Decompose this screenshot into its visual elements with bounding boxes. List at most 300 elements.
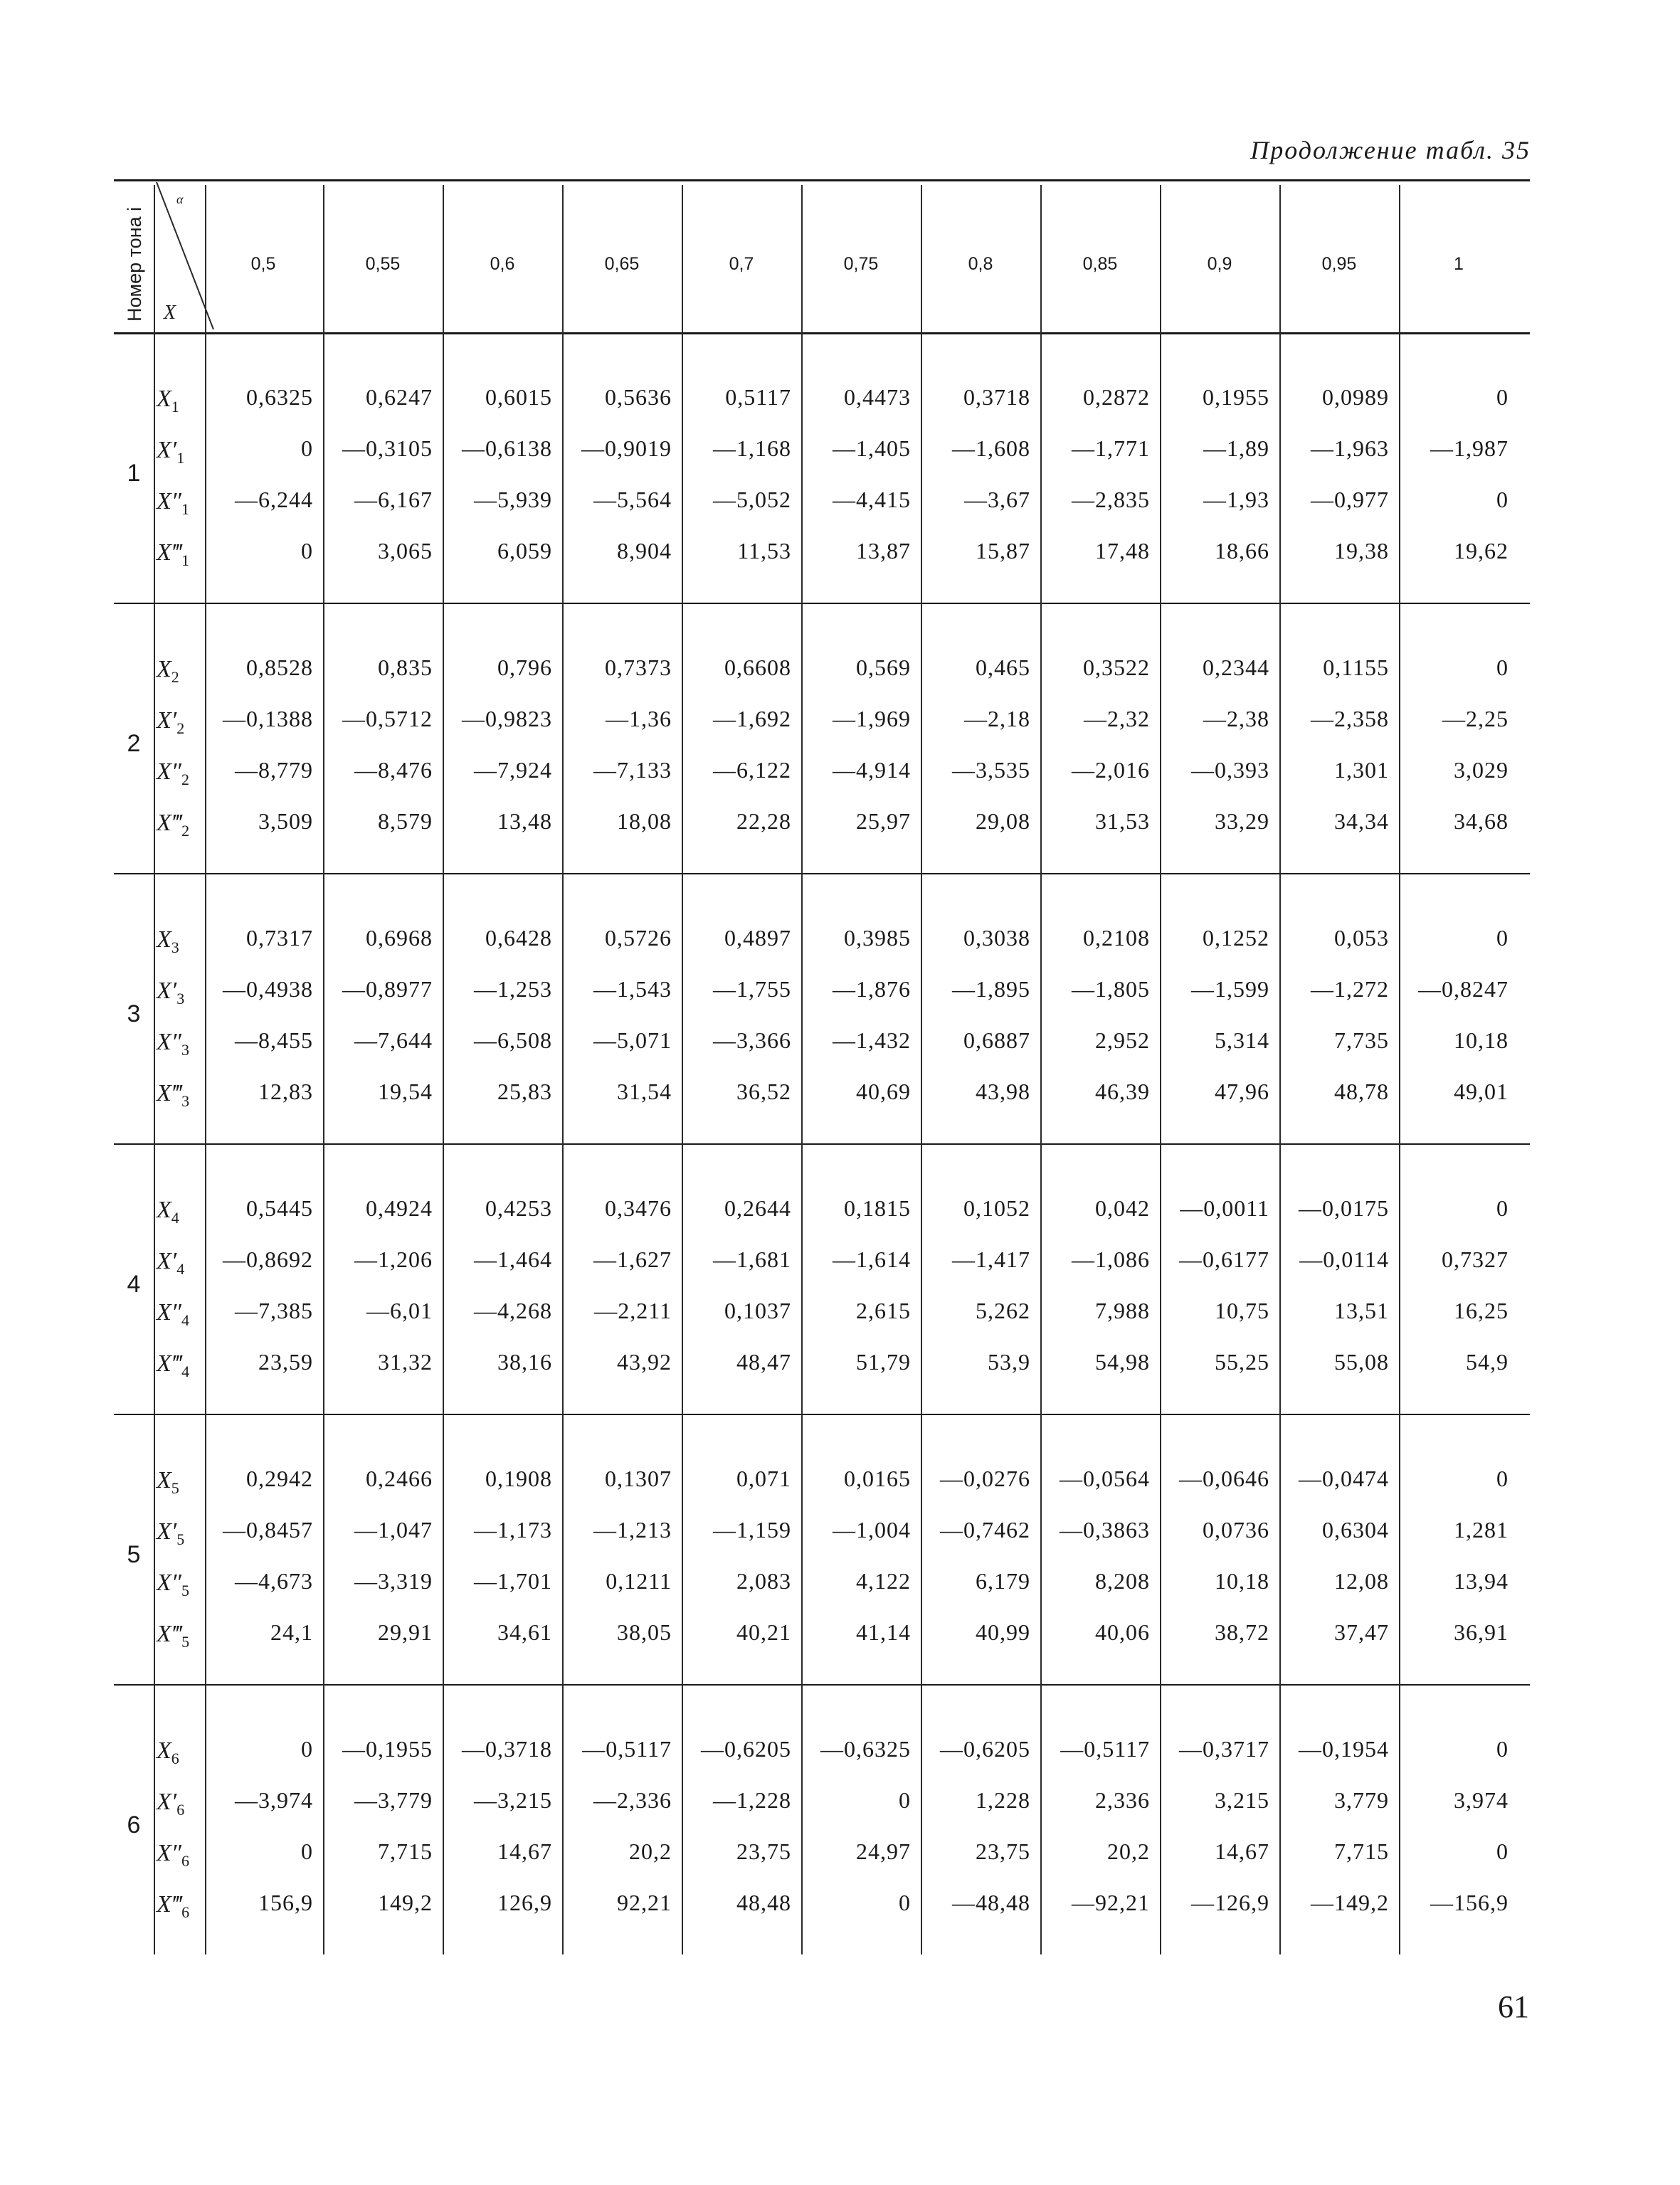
variable-subscript: 5 bbox=[171, 1479, 179, 1497]
variable-symbol: X bbox=[157, 1029, 171, 1055]
tone-number: 4 bbox=[127, 1271, 141, 1298]
table-cell: —7,385 bbox=[235, 1298, 313, 1323]
table-cell: —1,895 bbox=[952, 976, 1030, 1002]
table-cell: —1,272 bbox=[1311, 976, 1389, 1002]
variable-label bbox=[157, 1789, 199, 1819]
table-cell: —0,6177 bbox=[1179, 1247, 1269, 1272]
table-cell: 0,4924 bbox=[366, 1195, 433, 1221]
table-cell: —0,5117 bbox=[582, 1736, 672, 1762]
table-cell: 7,735 bbox=[1334, 1027, 1389, 1053]
table-cell: —6,01 bbox=[366, 1298, 433, 1323]
alpha-column-header: 0,65 bbox=[604, 254, 640, 274]
variable-symbol: X bbox=[157, 1789, 171, 1815]
variable-primes: ′ bbox=[171, 1518, 177, 1545]
table-cell: 5,262 bbox=[976, 1298, 1030, 1323]
table-cell: —0,3717 bbox=[1179, 1736, 1269, 1762]
table-cell: 19,62 bbox=[1454, 538, 1509, 564]
table-cell: 13,87 bbox=[856, 538, 911, 564]
table-cell: —0,3863 bbox=[1060, 1517, 1150, 1543]
table-cell: —126,9 bbox=[1191, 1890, 1269, 1915]
variable-subscript: 4 bbox=[171, 1209, 179, 1227]
table-cell: 34,34 bbox=[1334, 808, 1389, 834]
table-cell: 8,579 bbox=[378, 808, 433, 834]
table-cell: 0,3038 bbox=[963, 925, 1030, 951]
variable-label bbox=[157, 1029, 199, 1059]
table-cell: —1,93 bbox=[1203, 487, 1269, 512]
table-cell: 51,79 bbox=[856, 1349, 911, 1375]
page-number: 61 bbox=[1498, 1989, 1529, 2024]
table-cell: 47,96 bbox=[1215, 1079, 1269, 1104]
table-cell: 7,715 bbox=[1334, 1839, 1389, 1864]
table-cell: 149,2 bbox=[378, 1890, 433, 1915]
table-cell: —92,21 bbox=[1072, 1890, 1150, 1915]
table-cell: 38,05 bbox=[617, 1619, 672, 1645]
variable-label bbox=[157, 1891, 199, 1922]
alpha-header-symbol: α bbox=[176, 192, 184, 206]
variable-primes: ′ bbox=[171, 1789, 177, 1815]
table-cell: 0,1052 bbox=[963, 1195, 1030, 1221]
table-cell: —2,016 bbox=[1072, 757, 1150, 783]
table-cell: —1,213 bbox=[593, 1517, 672, 1543]
table-cell: 0,1955 bbox=[1203, 384, 1269, 410]
table-cell: 1,301 bbox=[1334, 757, 1389, 783]
table-cell: —0,1388 bbox=[223, 706, 313, 731]
table-cell: 0,6304 bbox=[1322, 1517, 1389, 1543]
table-cell: 14,67 bbox=[497, 1839, 552, 1864]
table-cell: 2,083 bbox=[736, 1568, 791, 1594]
variable-symbol: X bbox=[157, 1621, 171, 1647]
table-cell: 0,1155 bbox=[1323, 655, 1389, 680]
variable-symbol: X bbox=[157, 1080, 171, 1106]
variable-symbol: X bbox=[157, 1467, 171, 1493]
table-cell: —0,8692 bbox=[223, 1247, 313, 1272]
table-cell: 31,53 bbox=[1095, 808, 1150, 834]
variable-symbol: X bbox=[157, 758, 171, 785]
table-cell: 0,835 bbox=[378, 655, 433, 680]
table-cell: 0 bbox=[1496, 1466, 1509, 1491]
table-cell: 2,952 bbox=[1095, 1027, 1150, 1053]
table-cell: —2,18 bbox=[964, 706, 1030, 731]
table-cell: —1,173 bbox=[474, 1517, 552, 1543]
table-cell: —0,3105 bbox=[342, 435, 433, 461]
table-cell: 24,97 bbox=[856, 1839, 911, 1864]
table-cell: —6,167 bbox=[354, 487, 433, 512]
table-cell: 6,179 bbox=[976, 1568, 1030, 1594]
tone-number: 3 bbox=[127, 1000, 141, 1027]
table-cell: 12,08 bbox=[1334, 1568, 1389, 1594]
table-cell: 6,059 bbox=[497, 538, 552, 564]
table-cell: —2,32 bbox=[1084, 706, 1150, 731]
table-cell: 55,08 bbox=[1334, 1349, 1389, 1375]
tone-number: 2 bbox=[127, 730, 141, 757]
variable-primes: ″ bbox=[171, 1840, 181, 1866]
table-cell: 31,54 bbox=[617, 1079, 672, 1104]
table-cell: 15,87 bbox=[976, 538, 1030, 564]
variable-subscript: 6 bbox=[171, 1750, 179, 1767]
alpha-column-header: 0,75 bbox=[843, 254, 879, 274]
table-cell: 41,14 bbox=[856, 1619, 911, 1645]
variable-primes: ″ bbox=[171, 758, 181, 785]
table-cell: 0,1037 bbox=[724, 1298, 791, 1323]
table-cell: 0,071 bbox=[736, 1466, 791, 1491]
table-cell: 0,7327 bbox=[1442, 1247, 1509, 1272]
table-cell: 0,1815 bbox=[844, 1195, 911, 1221]
table-cell: 53,9 bbox=[988, 1349, 1030, 1375]
variable-primes: ′ bbox=[171, 707, 177, 734]
table-cell: 0,0989 bbox=[1322, 384, 1389, 410]
table-cell: —1,876 bbox=[833, 976, 911, 1002]
table-cell: —1,047 bbox=[354, 1517, 433, 1543]
variable-subscript: 2 bbox=[176, 719, 185, 737]
table-cell: 18,66 bbox=[1215, 538, 1269, 564]
variable-label bbox=[157, 539, 199, 570]
table-cell: —7,924 bbox=[474, 757, 552, 783]
table-cell: —1,805 bbox=[1072, 976, 1150, 1002]
table-cell: 20,2 bbox=[629, 1839, 672, 1864]
table-cell: —3,366 bbox=[713, 1027, 791, 1053]
table-cell: 8,208 bbox=[1095, 1568, 1150, 1594]
group-divider-rule bbox=[114, 1684, 1530, 1686]
table-cell: 38,72 bbox=[1215, 1619, 1269, 1645]
table-cell: 0,4253 bbox=[485, 1195, 552, 1221]
variable-subscript: 2 bbox=[181, 771, 189, 788]
table-cell: 126,9 bbox=[497, 1890, 552, 1915]
table-cell: —3,67 bbox=[964, 487, 1030, 512]
variable-primes: ″ bbox=[171, 1570, 181, 1596]
alpha-column-header: 1 bbox=[1454, 254, 1464, 274]
table-cell: 0,2344 bbox=[1203, 655, 1269, 680]
variable-subscript: 2 bbox=[171, 668, 179, 686]
variable-label bbox=[157, 707, 199, 738]
variable-symbol: X bbox=[157, 386, 171, 412]
variable-label bbox=[157, 1080, 199, 1111]
table-cell: —3,779 bbox=[354, 1787, 433, 1813]
table-cell: 10,18 bbox=[1454, 1027, 1509, 1053]
table-cell: 13,48 bbox=[497, 808, 552, 834]
table-cell: —149,2 bbox=[1311, 1890, 1389, 1915]
table-cell: 46,39 bbox=[1095, 1079, 1150, 1104]
variable-subscript: 4 bbox=[181, 1311, 189, 1329]
variable-symbol: X bbox=[157, 978, 171, 1004]
group-divider-rule bbox=[114, 603, 1530, 604]
table-cell: 0 bbox=[1496, 487, 1509, 512]
table-cell: 0 bbox=[1496, 1736, 1509, 1762]
variable-label bbox=[157, 1621, 199, 1651]
variable-subscript: 6 bbox=[176, 1801, 185, 1819]
table-cell: 0,0165 bbox=[844, 1466, 911, 1491]
table-cell: —0,5712 bbox=[342, 706, 433, 731]
table-continuation-caption: Продолжение табл. 35 bbox=[1250, 136, 1531, 164]
variable-label bbox=[157, 1570, 199, 1600]
group-divider-rule bbox=[114, 1143, 1530, 1145]
table-cell: —2,38 bbox=[1203, 706, 1269, 731]
variable-subscript: 5 bbox=[176, 1530, 185, 1548]
table-cell: —1,701 bbox=[474, 1568, 552, 1594]
variable-subscript: 6 bbox=[181, 1903, 190, 1921]
table-cell: 12,83 bbox=[258, 1079, 313, 1104]
alpha-column-header: 0,9 bbox=[1207, 254, 1232, 274]
table-cell: 0,5117 bbox=[725, 384, 791, 410]
table-cell: —0,9019 bbox=[581, 435, 672, 461]
table-cell: 29,08 bbox=[976, 808, 1030, 834]
table-cell: 0,3522 bbox=[1083, 655, 1150, 680]
table-cell: —6,508 bbox=[474, 1027, 552, 1053]
table-cell: —6,122 bbox=[713, 757, 791, 783]
table-cell: —0,0175 bbox=[1299, 1195, 1389, 1221]
variable-subscript: 1 bbox=[181, 500, 189, 518]
table-cell: —2,211 bbox=[594, 1298, 672, 1323]
variable-subscript: 6 bbox=[181, 1852, 189, 1870]
table-cell: 3,065 bbox=[378, 538, 433, 564]
table-cell: 2,336 bbox=[1095, 1787, 1150, 1813]
variable-primes: ′ bbox=[171, 978, 177, 1004]
table-cell: —0,8457 bbox=[223, 1517, 313, 1543]
table-cell: —1,168 bbox=[713, 435, 791, 461]
variable-label bbox=[157, 437, 199, 467]
table-cell: 0,465 bbox=[976, 655, 1030, 680]
variable-subscript: 3 bbox=[176, 990, 185, 1007]
table-cell: 54,98 bbox=[1095, 1349, 1150, 1375]
table-cell: —1,608 bbox=[952, 435, 1030, 461]
table-cell: 0,1252 bbox=[1203, 925, 1269, 951]
table-cell: —3,215 bbox=[474, 1787, 552, 1813]
variable-symbol: X bbox=[157, 810, 171, 836]
table-cell: —0,4938 bbox=[223, 976, 313, 1002]
table-cell: 8,904 bbox=[617, 538, 672, 564]
variable-label bbox=[157, 1350, 199, 1381]
table-cell: —1,36 bbox=[606, 706, 672, 731]
x-header-symbol: X bbox=[164, 302, 176, 324]
variable-label bbox=[157, 1840, 199, 1871]
table-cell: 25,83 bbox=[497, 1079, 552, 1104]
group-divider-rule bbox=[114, 873, 1530, 874]
variable-primes: ‴ bbox=[171, 1621, 182, 1647]
table-cell: —1,627 bbox=[593, 1247, 672, 1272]
variable-symbol: X bbox=[157, 1350, 171, 1377]
table-cell: 20,2 bbox=[1107, 1839, 1150, 1864]
variable-primes: ″ bbox=[171, 1029, 181, 1055]
table-cell: 0,053 bbox=[1334, 925, 1389, 951]
table-cell: 22,28 bbox=[736, 808, 791, 834]
variable-label bbox=[157, 488, 199, 519]
variable-label bbox=[157, 758, 199, 789]
table-cell: —1,206 bbox=[354, 1247, 433, 1272]
table-cell: 23,75 bbox=[976, 1839, 1030, 1864]
table-cell: —1,599 bbox=[1191, 976, 1269, 1002]
table-cell: 40,21 bbox=[736, 1619, 791, 1645]
alpha-column-header: 0,55 bbox=[365, 254, 401, 274]
table-cell: 13,94 bbox=[1454, 1568, 1509, 1594]
variable-label bbox=[157, 656, 199, 687]
variable-primes: ‴ bbox=[171, 810, 182, 836]
table-cell: —1,755 bbox=[713, 976, 791, 1002]
variable-label bbox=[157, 1518, 199, 1549]
table-cell: 0,6608 bbox=[724, 655, 791, 680]
table-cell: —1,681 bbox=[713, 1247, 791, 1272]
table-cell: 48,48 bbox=[736, 1890, 791, 1915]
table-cell: —1,253 bbox=[474, 976, 552, 1002]
table-cell: 0 bbox=[301, 435, 313, 461]
table-cell: —0,6205 bbox=[701, 1736, 791, 1762]
table-cell: —0,9823 bbox=[462, 706, 552, 731]
variable-label bbox=[157, 386, 199, 416]
variable-subscript: 5 bbox=[181, 1582, 189, 1599]
table-cell: —8,455 bbox=[235, 1027, 313, 1053]
variable-symbol: X bbox=[157, 1570, 171, 1596]
table-cell: —1,228 bbox=[713, 1787, 791, 1813]
table-cell: 54,9 bbox=[1466, 1349, 1509, 1375]
table-cell: 48,78 bbox=[1334, 1079, 1389, 1104]
table-cell: 10,75 bbox=[1215, 1298, 1269, 1323]
table-cell: 29,91 bbox=[378, 1619, 433, 1645]
alpha-column-header: 0,85 bbox=[1082, 254, 1118, 274]
table-cell: 23,75 bbox=[736, 1839, 791, 1864]
variable-symbol: X bbox=[157, 926, 171, 953]
table-cell: —3,535 bbox=[952, 757, 1030, 783]
table-cell: —48,48 bbox=[952, 1890, 1030, 1915]
variable-symbol: X bbox=[157, 1840, 171, 1866]
table-cell: —4,914 bbox=[833, 757, 911, 783]
table-cell: —0,0276 bbox=[940, 1466, 1030, 1491]
table-cell: 23,59 bbox=[258, 1349, 313, 1375]
variable-subscript: 4 bbox=[176, 1260, 185, 1278]
table-cell: 0 bbox=[301, 538, 313, 564]
table-cell: 0,2108 bbox=[1083, 925, 1150, 951]
table-cell: 40,69 bbox=[856, 1079, 911, 1104]
table-cell: 3,509 bbox=[258, 808, 313, 834]
table-cell: 0 bbox=[1496, 1839, 1509, 1864]
table-cell: 40,99 bbox=[976, 1619, 1030, 1645]
variable-subscript: 1 bbox=[181, 551, 190, 569]
variable-symbol: X bbox=[157, 1737, 171, 1764]
table-cell: 0,042 bbox=[1095, 1195, 1150, 1221]
table-cell: —6,244 bbox=[235, 487, 313, 512]
table-cell: 13,51 bbox=[1334, 1298, 1389, 1323]
table-cell: —0,1955 bbox=[342, 1736, 433, 1762]
table-cell: 0 bbox=[1496, 1195, 1509, 1221]
table-cell: —7,644 bbox=[354, 1027, 433, 1053]
table-cell: 0,2872 bbox=[1083, 384, 1150, 410]
table-cell: —0,0011 bbox=[1180, 1195, 1269, 1221]
table-cell: —1,086 bbox=[1072, 1247, 1150, 1272]
table-cell: 0,5445 bbox=[246, 1195, 313, 1221]
table-cell: 0,1307 bbox=[605, 1466, 672, 1491]
variable-label bbox=[157, 1197, 199, 1227]
table-cell: 37,47 bbox=[1334, 1619, 1389, 1645]
alpha-column-header: 0,5 bbox=[250, 254, 276, 274]
table-cell: —5,071 bbox=[593, 1027, 672, 1053]
table-cell: 16,25 bbox=[1454, 1298, 1509, 1323]
variable-primes: ′ bbox=[171, 1248, 177, 1274]
table-cell: —4,673 bbox=[235, 1568, 313, 1594]
table-cell: —4,268 bbox=[474, 1298, 552, 1323]
table-cell: —0,3718 bbox=[462, 1736, 552, 1762]
table-cell: —5,939 bbox=[474, 487, 552, 512]
variable-subscript: 2 bbox=[181, 822, 190, 840]
table-cell: —0,5117 bbox=[1060, 1736, 1150, 1762]
table-cell: —1,771 bbox=[1072, 435, 1150, 461]
table-cell: 48,47 bbox=[736, 1349, 791, 1375]
table-cell: —0,0474 bbox=[1299, 1466, 1389, 1491]
table-cell: —0,6138 bbox=[462, 435, 552, 461]
table-cell: 55,25 bbox=[1215, 1349, 1269, 1375]
table-cell: —8,476 bbox=[354, 757, 433, 783]
table-cell: 34,61 bbox=[497, 1619, 552, 1645]
table-cell: —4,415 bbox=[833, 487, 911, 512]
header-bottom-rule bbox=[114, 332, 1530, 334]
table-cell: 31,32 bbox=[378, 1349, 433, 1375]
table-cell: 0,6428 bbox=[485, 925, 552, 951]
table-cell: 43,92 bbox=[617, 1349, 672, 1375]
alpha-column-header: 0,8 bbox=[968, 254, 993, 274]
table-cell: 3,974 bbox=[1454, 1787, 1509, 1813]
table-cell: 0,6887 bbox=[963, 1027, 1030, 1053]
table-cell: —1,464 bbox=[474, 1247, 552, 1272]
table-cell: 10,18 bbox=[1215, 1568, 1269, 1594]
table-cell: —1,963 bbox=[1311, 435, 1389, 461]
table-cell: —1,417 bbox=[952, 1247, 1030, 1272]
table-cell: —1,405 bbox=[833, 435, 911, 461]
table-cell: 34,68 bbox=[1454, 808, 1509, 834]
variable-label bbox=[157, 810, 199, 840]
table-cell: 36,52 bbox=[736, 1079, 791, 1104]
table-cell: 17,48 bbox=[1095, 538, 1150, 564]
table-cell: 0,3985 bbox=[844, 925, 911, 951]
table-cell: —5,564 bbox=[593, 487, 672, 512]
tone-number: 1 bbox=[127, 460, 141, 487]
table-cell: —1,432 bbox=[833, 1027, 911, 1053]
table-cell: 3,215 bbox=[1215, 1787, 1269, 1813]
variable-primes: ‴ bbox=[171, 1891, 182, 1917]
table-cell: 0 bbox=[1496, 384, 1509, 410]
variable-primes: ‴ bbox=[171, 539, 182, 566]
variable-symbol: X bbox=[157, 437, 171, 463]
table-cell: 33,29 bbox=[1215, 808, 1269, 834]
table-cell: 25,97 bbox=[856, 808, 911, 834]
tone-number: 6 bbox=[127, 1811, 141, 1839]
variable-subscript: 3 bbox=[171, 938, 179, 956]
alpha-column-header: 0,6 bbox=[490, 254, 515, 274]
table-cell: 7,988 bbox=[1095, 1298, 1150, 1323]
table-cell: —3,974 bbox=[235, 1787, 313, 1813]
table-cell: 0,569 bbox=[856, 655, 911, 680]
table-cell: —0,6325 bbox=[820, 1736, 911, 1762]
table-cell: 4,122 bbox=[856, 1568, 911, 1594]
table-cell: 5,314 bbox=[1215, 1027, 1269, 1053]
table-cell: —1,89 bbox=[1203, 435, 1269, 461]
table-cell: 0,1211 bbox=[606, 1568, 672, 1594]
table-cell: 0,6968 bbox=[366, 925, 433, 951]
table-cell: —0,1954 bbox=[1299, 1736, 1389, 1762]
table-cell: —2,358 bbox=[1311, 706, 1389, 731]
table-cell: 3,779 bbox=[1334, 1787, 1389, 1813]
variable-primes: ‴ bbox=[171, 1350, 182, 1377]
table-cell: 0,2644 bbox=[724, 1195, 791, 1221]
table-cell: —2,25 bbox=[1442, 706, 1509, 731]
table-cell: 0,4897 bbox=[724, 925, 791, 951]
table-cell: —1,159 bbox=[713, 1517, 791, 1543]
table-cell: 0,2942 bbox=[246, 1466, 313, 1491]
variable-label bbox=[157, 926, 199, 957]
table-cell: —0,0114 bbox=[1299, 1247, 1389, 1272]
variable-primes: ′ bbox=[171, 437, 177, 463]
table-cell: —1,004 bbox=[833, 1517, 911, 1543]
table-cell: 11,53 bbox=[737, 538, 791, 564]
table-cell: —0,8977 bbox=[342, 976, 433, 1002]
table-cell: —1,692 bbox=[713, 706, 791, 731]
table-cell: 19,54 bbox=[378, 1079, 433, 1104]
group-divider-rule bbox=[114, 1414, 1530, 1415]
